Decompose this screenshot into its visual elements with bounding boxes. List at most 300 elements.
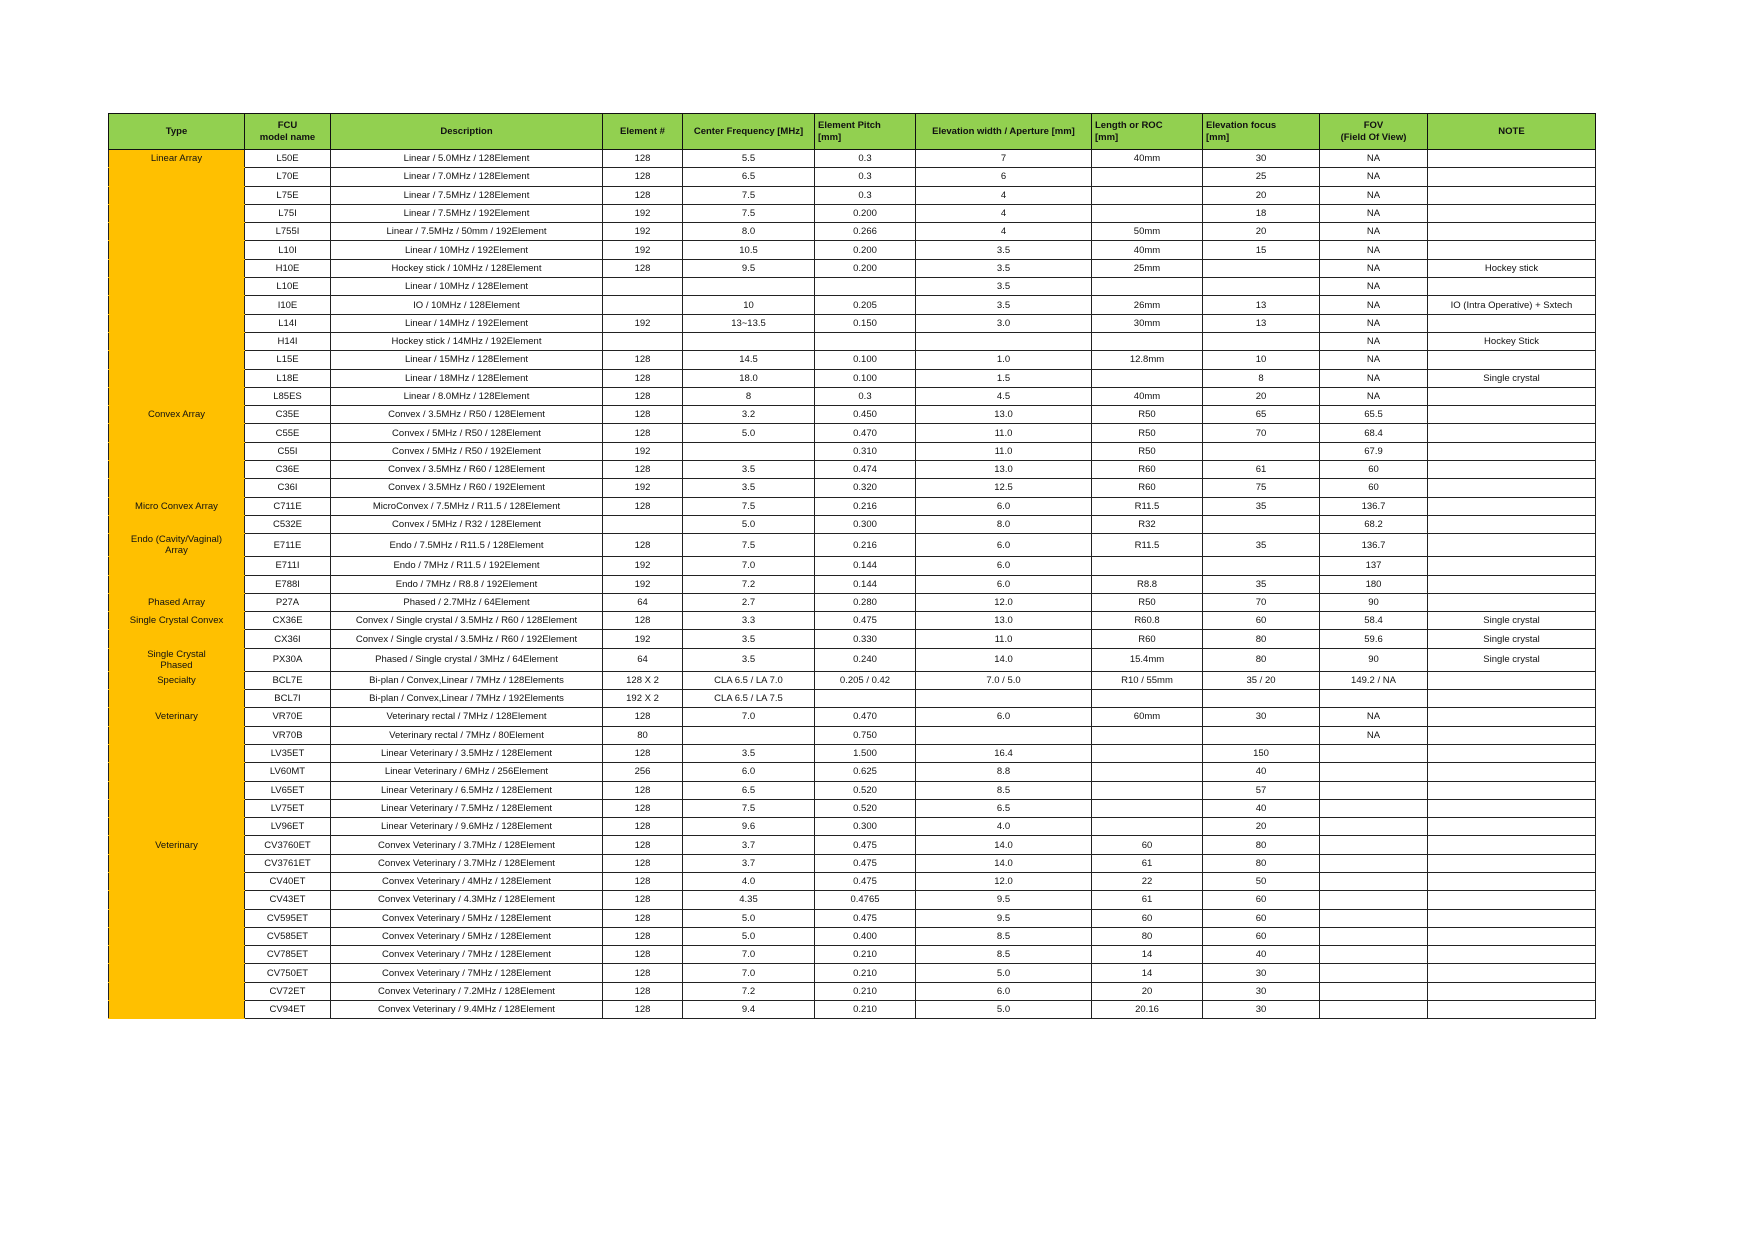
cell-elevation-width: 4	[916, 223, 1092, 241]
cell-element-count: 128	[603, 818, 683, 836]
cell-element-count: 128 X 2	[603, 671, 683, 689]
cell-fov: 68.4	[1320, 424, 1428, 442]
cell-center-frequency: 5.0	[683, 424, 815, 442]
cell-element-pitch: 0.300	[815, 818, 916, 836]
cell-fov: 68.2	[1320, 515, 1428, 533]
cell-elevation-focus: 60	[1203, 909, 1320, 927]
cell-description: Linear Veterinary / 9.6MHz / 128Element	[331, 818, 603, 836]
cell-center-frequency: 13~13.5	[683, 314, 815, 332]
cell-type	[109, 259, 245, 277]
cell-fcu-model: C36E	[245, 461, 331, 479]
table-row	[109, 424, 1596, 442]
cell-element-count: 192	[603, 575, 683, 593]
cell-fov: 60	[1320, 461, 1428, 479]
cell-center-frequency: 3.5	[683, 744, 815, 762]
cell-type	[109, 186, 245, 204]
cell-center-frequency: 7.5	[683, 186, 815, 204]
cell-element-count: 128	[603, 612, 683, 630]
table-row	[109, 818, 1596, 836]
cell-element-pitch: 0.3	[815, 186, 916, 204]
cell-note: Single crystal	[1428, 612, 1596, 630]
cell-fcu-model: I10E	[245, 296, 331, 314]
cell-fcu-model: VR70E	[245, 708, 331, 726]
cell-description: Linear Veterinary / 7.5MHz / 128Element	[331, 799, 603, 817]
cell-element-count: 192	[603, 442, 683, 460]
cell-description: IO / 10MHz / 128Element	[331, 296, 603, 314]
cell-length-roc	[1092, 726, 1203, 744]
cell-type	[109, 241, 245, 259]
cell-center-frequency: 3.2	[683, 406, 815, 424]
col-header-element-pitch: Element Pitch [mm]	[815, 114, 916, 150]
cell-note	[1428, 241, 1596, 259]
table-row	[109, 461, 1596, 479]
cell-length-roc: 40mm	[1092, 387, 1203, 405]
cell-type	[109, 799, 245, 817]
cell-description: Linear / 15MHz / 128Element	[331, 351, 603, 369]
table-row	[109, 534, 1596, 557]
cell-fov: NA	[1320, 332, 1428, 350]
cell-elevation-width: 6.0	[916, 497, 1092, 515]
cell-note	[1428, 442, 1596, 460]
cell-elevation-width: 8.0	[916, 515, 1092, 533]
table-row	[109, 575, 1596, 593]
cell-description: Convex Veterinary / 5MHz / 128Element	[331, 927, 603, 945]
cell-element-count: 128	[603, 168, 683, 186]
cell-type	[109, 854, 245, 872]
cell-element-pitch: 0.400	[815, 927, 916, 945]
cell-fov: NA	[1320, 369, 1428, 387]
cell-length-roc: R60.8	[1092, 612, 1203, 630]
cell-length-roc	[1092, 818, 1203, 836]
cell-elevation-focus	[1203, 332, 1320, 350]
cell-element-count: 128	[603, 872, 683, 890]
cell-note	[1428, 909, 1596, 927]
cell-fcu-model: CV595ET	[245, 909, 331, 927]
cell-fcu-model: C55I	[245, 442, 331, 460]
cell-element-pitch: 0.3	[815, 387, 916, 405]
cell-elevation-focus: 35	[1203, 497, 1320, 515]
cell-element-count: 128	[603, 497, 683, 515]
cell-elevation-width: 6.0	[916, 534, 1092, 557]
cell-elevation-focus: 40	[1203, 946, 1320, 964]
table-row	[109, 332, 1596, 350]
cell-length-roc	[1092, 186, 1203, 204]
cell-fov	[1320, 1001, 1428, 1019]
cell-note	[1428, 927, 1596, 945]
cell-elevation-width: 3.5	[916, 296, 1092, 314]
cell-center-frequency: 5.0	[683, 909, 815, 927]
cell-element-count: 80	[603, 726, 683, 744]
cell-fcu-model: LV75ET	[245, 799, 331, 817]
cell-description: Linear / 7.5MHz / 192Element	[331, 204, 603, 222]
cell-note	[1428, 1001, 1596, 1019]
cell-fov	[1320, 927, 1428, 945]
cell-fov: 90	[1320, 593, 1428, 611]
cell-center-frequency: 5.0	[683, 515, 815, 533]
cell-fov	[1320, 982, 1428, 1000]
cell-element-count: 192	[603, 204, 683, 222]
cell-fcu-model: L70E	[245, 168, 331, 186]
cell-type	[109, 351, 245, 369]
table-row	[109, 891, 1596, 909]
cell-type: Single Crystal Convex	[109, 612, 245, 630]
cell-element-pitch: 0.144	[815, 557, 916, 575]
cell-elevation-width: 7	[916, 150, 1092, 168]
table-row	[109, 223, 1596, 241]
cell-length-roc: 20	[1092, 982, 1203, 1000]
cell-element-count: 128	[603, 351, 683, 369]
cell-elevation-width: 11.0	[916, 442, 1092, 460]
table-row	[109, 630, 1596, 648]
cell-element-pitch: 0.474	[815, 461, 916, 479]
cell-elevation-focus	[1203, 690, 1320, 708]
cell-fcu-model: E711I	[245, 557, 331, 575]
cell-elevation-width: 14.0	[916, 854, 1092, 872]
table-row	[109, 909, 1596, 927]
cell-element-pitch	[815, 332, 916, 350]
cell-elevation-width: 11.0	[916, 630, 1092, 648]
cell-elevation-width: 13.0	[916, 612, 1092, 630]
cell-center-frequency: 10.5	[683, 241, 815, 259]
cell-fcu-model: E788I	[245, 575, 331, 593]
cell-elevation-focus	[1203, 557, 1320, 575]
cell-elevation-focus: 20	[1203, 223, 1320, 241]
cell-type: Linear Array	[109, 150, 245, 168]
cell-elevation-focus	[1203, 726, 1320, 744]
cell-fov: NA	[1320, 259, 1428, 277]
cell-length-roc: 26mm	[1092, 296, 1203, 314]
cell-length-roc: R50	[1092, 424, 1203, 442]
cell-element-count	[603, 278, 683, 296]
cell-center-frequency: 7.0	[683, 964, 815, 982]
cell-elevation-focus: 30	[1203, 964, 1320, 982]
cell-length-roc: R32	[1092, 515, 1203, 533]
cell-description: Veterinary rectal / 7MHz / 80Element	[331, 726, 603, 744]
cell-note	[1428, 186, 1596, 204]
cell-center-frequency: 7.0	[683, 708, 815, 726]
cell-element-pitch: 0.280	[815, 593, 916, 611]
cell-fcu-model: CV750ET	[245, 964, 331, 982]
cell-element-pitch: 0.450	[815, 406, 916, 424]
cell-note	[1428, 575, 1596, 593]
cell-length-roc	[1092, 744, 1203, 762]
cell-center-frequency: 6.5	[683, 168, 815, 186]
cell-description: Linear / 7.0MHz / 128Element	[331, 168, 603, 186]
cell-element-count: 128	[603, 964, 683, 982]
cell-description: Convex Veterinary / 5MHz / 128Element	[331, 909, 603, 927]
cell-elevation-width: 5.0	[916, 964, 1092, 982]
cell-elevation-focus: 70	[1203, 424, 1320, 442]
cell-element-count: 128	[603, 369, 683, 387]
cell-fcu-model: L10E	[245, 278, 331, 296]
cell-center-frequency: 7.2	[683, 982, 815, 1000]
header-row	[109, 114, 1596, 150]
col-header-description: Description	[331, 114, 603, 150]
cell-fov: NA	[1320, 204, 1428, 222]
cell-description: Linear / 7.5MHz / 50mm / 192Element	[331, 223, 603, 241]
cell-element-pitch: 0.210	[815, 982, 916, 1000]
cell-element-pitch: 0.210	[815, 1001, 916, 1019]
cell-length-roc: R60	[1092, 479, 1203, 497]
table-row	[109, 671, 1596, 689]
cell-type	[109, 424, 245, 442]
cell-elevation-width: 3.5	[916, 259, 1092, 277]
cell-elevation-width: 6.0	[916, 575, 1092, 593]
cell-fov: 59.6	[1320, 630, 1428, 648]
cell-fov	[1320, 781, 1428, 799]
table-row	[109, 369, 1596, 387]
cell-note	[1428, 204, 1596, 222]
cell-description: Convex / 3.5MHz / R60 / 192Element	[331, 479, 603, 497]
cell-elevation-focus: 20	[1203, 818, 1320, 836]
cell-length-roc: 60	[1092, 836, 1203, 854]
cell-type	[109, 557, 245, 575]
cell-center-frequency: CLA 6.5 / LA 7.0	[683, 671, 815, 689]
cell-description: Phased / 2.7MHz / 64Element	[331, 593, 603, 611]
cell-type	[109, 982, 245, 1000]
cell-length-roc: R10 / 55mm	[1092, 671, 1203, 689]
cell-elevation-width: 8.8	[916, 763, 1092, 781]
cell-elevation-focus: 13	[1203, 296, 1320, 314]
cell-note	[1428, 781, 1596, 799]
cell-center-frequency: 3.5	[683, 461, 815, 479]
cell-description: Endo / 7.5MHz / R11.5 / 128Element	[331, 534, 603, 557]
cell-type	[109, 763, 245, 781]
cell-center-frequency: 6.5	[683, 781, 815, 799]
cell-elevation-focus: 60	[1203, 612, 1320, 630]
cell-center-frequency: 3.5	[683, 479, 815, 497]
cell-type	[109, 964, 245, 982]
cell-element-pitch: 0.200	[815, 241, 916, 259]
cell-element-count: 128	[603, 708, 683, 726]
table-row	[109, 964, 1596, 982]
cell-fcu-model: C711E	[245, 497, 331, 515]
cell-center-frequency: 7.0	[683, 946, 815, 964]
cell-fov: NA	[1320, 150, 1428, 168]
cell-note	[1428, 708, 1596, 726]
cell-type: Single Crystal Phased	[109, 648, 245, 671]
cell-center-frequency: 8	[683, 387, 815, 405]
cell-center-frequency: 7.5	[683, 534, 815, 557]
cell-type	[109, 369, 245, 387]
cell-element-count: 192	[603, 223, 683, 241]
cell-note: Single crystal	[1428, 630, 1596, 648]
cell-elevation-width: 14.0	[916, 648, 1092, 671]
table-row	[109, 168, 1596, 186]
col-header-fcu-model: FCU model name	[245, 114, 331, 150]
cell-element-pitch: 0.625	[815, 763, 916, 781]
cell-element-pitch: 0.216	[815, 534, 916, 557]
cell-description: Linear Veterinary / 6MHz / 256Element	[331, 763, 603, 781]
cell-elevation-focus: 60	[1203, 891, 1320, 909]
cell-fcu-model: CV72ET	[245, 982, 331, 1000]
cell-fov: 65.5	[1320, 406, 1428, 424]
cell-description: Bi-plan / Convex,Linear / 7MHz / 128Elements	[331, 671, 603, 689]
cell-type	[109, 690, 245, 708]
cell-elevation-width: 8.5	[916, 927, 1092, 945]
cell-fcu-model: C36I	[245, 479, 331, 497]
cell-note	[1428, 964, 1596, 982]
cell-fcu-model: VR70B	[245, 726, 331, 744]
cell-elevation-focus: 35 / 20	[1203, 671, 1320, 689]
cell-length-roc: 40mm	[1092, 150, 1203, 168]
cell-elevation-focus: 80	[1203, 630, 1320, 648]
cell-element-count: 192	[603, 241, 683, 259]
cell-elevation-width	[916, 726, 1092, 744]
cell-length-roc: 50mm	[1092, 223, 1203, 241]
cell-elevation-focus: 60	[1203, 927, 1320, 945]
cell-elevation-width: 6.0	[916, 557, 1092, 575]
cell-element-count	[603, 332, 683, 350]
cell-element-pitch: 0.520	[815, 781, 916, 799]
cell-note	[1428, 406, 1596, 424]
cell-element-pitch: 0.240	[815, 648, 916, 671]
cell-elevation-width: 4	[916, 204, 1092, 222]
cell-element-count: 192	[603, 557, 683, 575]
cell-type: Phased Array	[109, 593, 245, 611]
cell-fov: 137	[1320, 557, 1428, 575]
cell-description: Convex Veterinary / 4MHz / 128Element	[331, 872, 603, 890]
cell-elevation-focus: 30	[1203, 982, 1320, 1000]
cell-center-frequency: 7.2	[683, 575, 815, 593]
cell-fcu-model: CV43ET	[245, 891, 331, 909]
cell-description: Convex Veterinary / 4.3MHz / 128Element	[331, 891, 603, 909]
cell-center-frequency: CLA 6.5 / LA 7.5	[683, 690, 815, 708]
table-row	[109, 593, 1596, 611]
cell-length-roc: 40mm	[1092, 241, 1203, 259]
cell-length-roc	[1092, 799, 1203, 817]
cell-elevation-width: 6.0	[916, 708, 1092, 726]
cell-type	[109, 479, 245, 497]
table-row	[109, 278, 1596, 296]
cell-description: Linear / 10MHz / 192Element	[331, 241, 603, 259]
cell-description: Bi-plan / Convex,Linear / 7MHz / 192Elements	[331, 690, 603, 708]
cell-note	[1428, 314, 1596, 332]
cell-fcu-model: L85ES	[245, 387, 331, 405]
col-header-element-count: Element #	[603, 114, 683, 150]
col-header-note: NOTE	[1428, 114, 1596, 150]
table-row	[109, 982, 1596, 1000]
col-header-elevation-width: Elevation width / Aperture [mm]	[916, 114, 1092, 150]
cell-description: Convex Veterinary / 3.7MHz / 128Element	[331, 836, 603, 854]
cell-element-count: 128	[603, 799, 683, 817]
cell-note	[1428, 763, 1596, 781]
cell-fov	[1320, 799, 1428, 817]
cell-element-count: 128	[603, 150, 683, 168]
cell-element-pitch: 0.205	[815, 296, 916, 314]
cell-note	[1428, 150, 1596, 168]
cell-type	[109, 204, 245, 222]
cell-elevation-width	[916, 690, 1092, 708]
cell-length-roc	[1092, 781, 1203, 799]
cell-fcu-model: H10E	[245, 259, 331, 277]
cell-elevation-width: 6	[916, 168, 1092, 186]
table-row	[109, 557, 1596, 575]
table-row	[109, 387, 1596, 405]
cell-length-roc: R8.8	[1092, 575, 1203, 593]
cell-elevation-width: 4.5	[916, 387, 1092, 405]
cell-element-pitch: 0.4765	[815, 891, 916, 909]
cell-center-frequency: 3.5	[683, 648, 815, 671]
cell-element-pitch: 0.475	[815, 612, 916, 630]
cell-fcu-model: PX30A	[245, 648, 331, 671]
cell-center-frequency: 7.0	[683, 557, 815, 575]
cell-element-count: 128	[603, 909, 683, 927]
cell-description: Linear / 14MHz / 192Element	[331, 314, 603, 332]
cell-elevation-focus: 57	[1203, 781, 1320, 799]
cell-type: Micro Convex Array	[109, 497, 245, 515]
table-row	[109, 872, 1596, 890]
cell-element-count: 64	[603, 593, 683, 611]
table-row	[109, 690, 1596, 708]
cell-fov: NA	[1320, 351, 1428, 369]
cell-elevation-focus: 10	[1203, 351, 1320, 369]
cell-description: Convex Veterinary / 3.7MHz / 128Element	[331, 854, 603, 872]
cell-elevation-focus: 80	[1203, 836, 1320, 854]
cell-type	[109, 1001, 245, 1019]
cell-element-pitch: 0.475	[815, 872, 916, 890]
cell-element-count: 128	[603, 781, 683, 799]
cell-fov: 136.7	[1320, 497, 1428, 515]
cell-element-count: 128	[603, 534, 683, 557]
cell-type	[109, 726, 245, 744]
cell-type	[109, 909, 245, 927]
cell-element-pitch: 0.310	[815, 442, 916, 460]
cell-element-pitch: 1.500	[815, 744, 916, 762]
cell-center-frequency: 4.35	[683, 891, 815, 909]
cell-note: Single crystal	[1428, 369, 1596, 387]
cell-element-count: 128	[603, 406, 683, 424]
cell-note	[1428, 854, 1596, 872]
cell-elevation-focus	[1203, 259, 1320, 277]
cell-description: Hockey stick / 14MHz / 192Element	[331, 332, 603, 350]
cell-note	[1428, 534, 1596, 557]
cell-length-roc: 22	[1092, 872, 1203, 890]
cell-description: Phased / Single crystal / 3MHz / 64Element	[331, 648, 603, 671]
cell-type: Endo (Cavity/Vaginal) Array	[109, 534, 245, 557]
cell-elevation-focus: 25	[1203, 168, 1320, 186]
cell-element-pitch: 0.216	[815, 497, 916, 515]
cell-type	[109, 891, 245, 909]
cell-elevation-width: 9.5	[916, 909, 1092, 927]
cell-fcu-model: C532E	[245, 515, 331, 533]
cell-center-frequency: 9.6	[683, 818, 815, 836]
table-row	[109, 836, 1596, 854]
cell-elevation-focus: 15	[1203, 241, 1320, 259]
cell-elevation-focus: 18	[1203, 204, 1320, 222]
cell-fov: NA	[1320, 314, 1428, 332]
cell-elevation-width: 9.5	[916, 891, 1092, 909]
cell-description: Convex / Single crystal / 3.5MHz / R60 / 128Element	[331, 612, 603, 630]
cell-elevation-width: 14.0	[916, 836, 1092, 854]
cell-center-frequency: 3.3	[683, 612, 815, 630]
cell-elevation-width: 11.0	[916, 424, 1092, 442]
cell-fov: 90	[1320, 648, 1428, 671]
cell-center-frequency: 3.5	[683, 630, 815, 648]
table-row	[109, 204, 1596, 222]
cell-center-frequency	[683, 726, 815, 744]
cell-type	[109, 927, 245, 945]
cell-type	[109, 387, 245, 405]
cell-center-frequency: 14.5	[683, 351, 815, 369]
cell-fcu-model: BCL7E	[245, 671, 331, 689]
cell-element-pitch: 0.475	[815, 836, 916, 854]
cell-length-roc	[1092, 278, 1203, 296]
cell-fov	[1320, 872, 1428, 890]
col-header-fov: FOV (Field Of View)	[1320, 114, 1428, 150]
cell-description: Linear Veterinary / 6.5MHz / 128Element	[331, 781, 603, 799]
cell-fov: NA	[1320, 186, 1428, 204]
